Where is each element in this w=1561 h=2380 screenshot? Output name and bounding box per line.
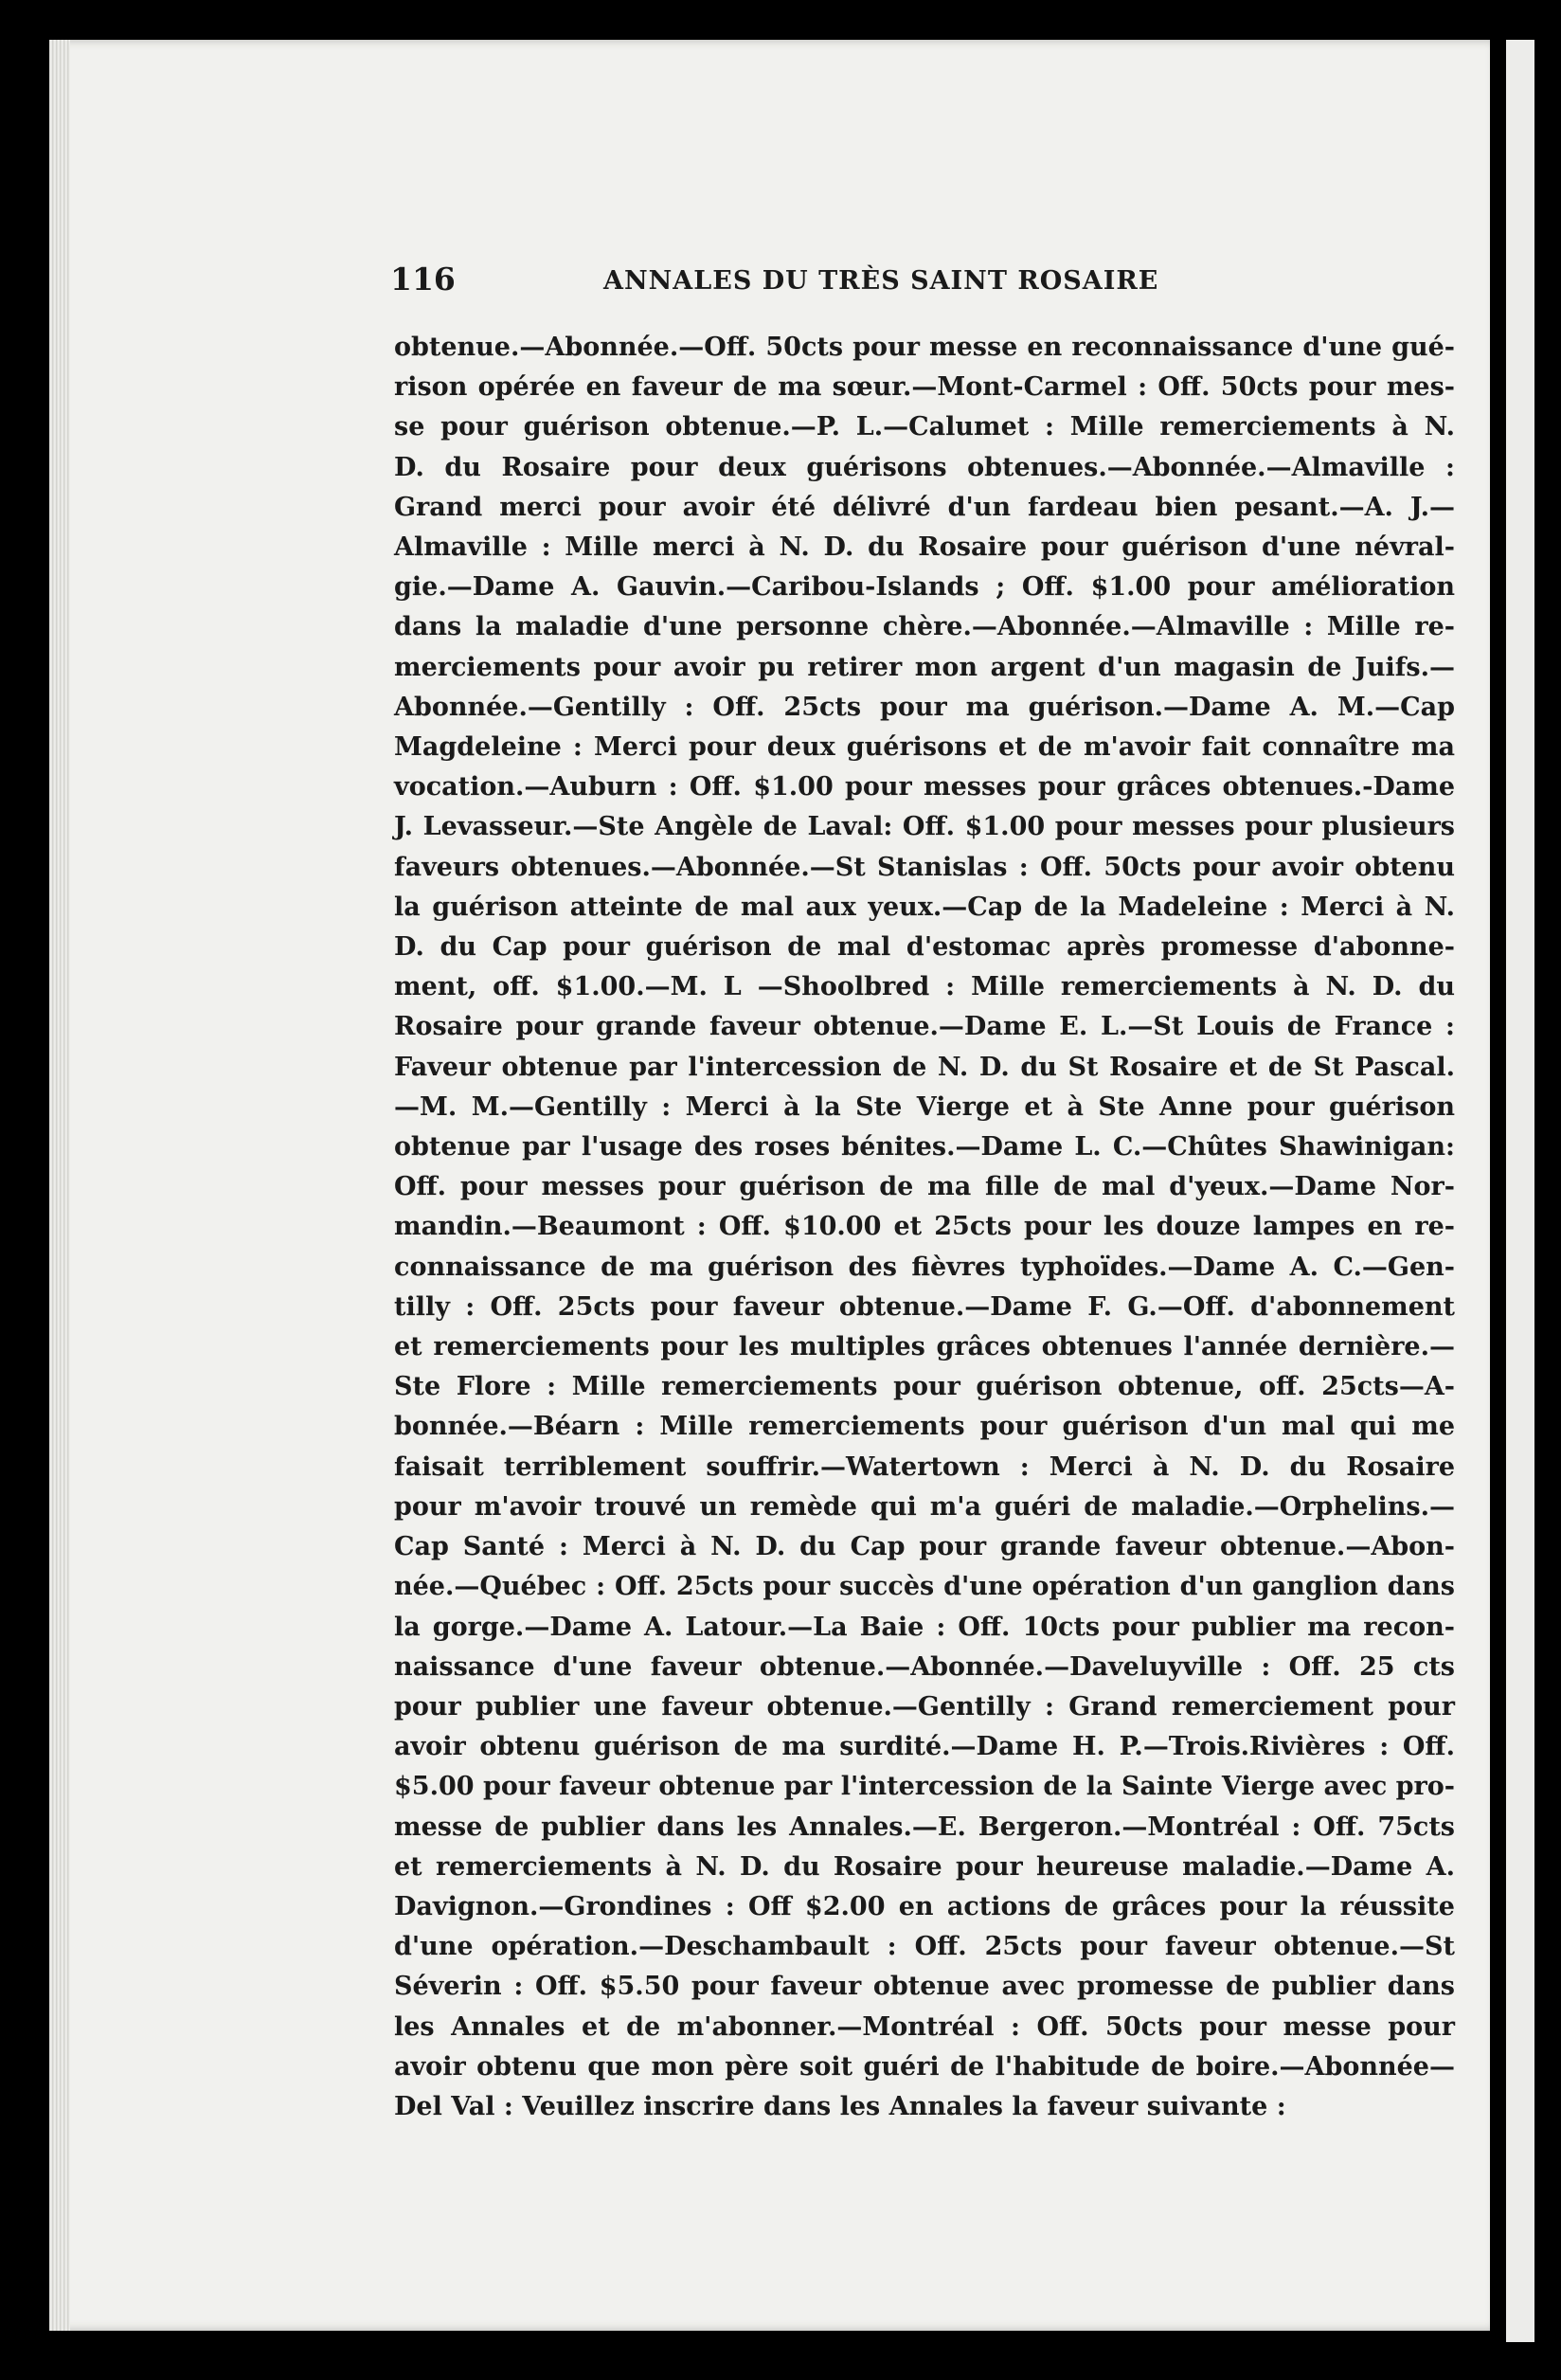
text-line: et remerciements pour les multiples grâces obtenues l'année dernière.— bbox=[394, 1332, 1455, 1362]
text-line: tilly : Off. 25cts pour faveur obtenue.—Dame F. G.—Off. d'abonnement bbox=[394, 1291, 1455, 1322]
text-line: obtenue.—Abonnée.—Off. 50cts pour messe en reconnaissance d'une gué- bbox=[394, 333, 1455, 362]
text-line: Faveur obtenue par l'intercession de N. D. du St Rosaire et de St Pascal. bbox=[394, 1052, 1455, 1082]
text-line: se pour guérison obtenue.—P. L.—Calumet : Mille remerciements à N. bbox=[394, 412, 1455, 442]
text-line: faisait terriblement souffrir.—Watertown : Merci à N. D. du Rosaire bbox=[394, 1451, 1455, 1482]
text-line: dans la maladie d'une personne chère.—Abonnée.—Almaville : Mille re- bbox=[394, 612, 1455, 642]
page-edges bbox=[49, 40, 70, 2331]
text-line: gie.—Dame A. Gauvin.—Caribou-Islands ; Off. $1.00 pour amélioration bbox=[394, 572, 1455, 603]
text-line: bonnée.—Béarn : Mille remerciements pour guérison d'un mal qui me bbox=[394, 1412, 1455, 1442]
text-line: D. du Rosaire pour deux guérisons obtenues.—Abonnée.—Almaville : bbox=[394, 452, 1455, 482]
page-number: 116 bbox=[390, 261, 456, 298]
text-line: la guérison atteinte de mal aux yeux.—Cap de la Madeleine : Merci à N. bbox=[394, 892, 1455, 922]
text-line: naissance d'une faveur obtenue.—Abonnée.—Daveluyville : Off. 25 cts bbox=[394, 1651, 1455, 1682]
text-line: avoir obtenu que mon père soit guéri de l'habitude de boire.—Abonnée— bbox=[394, 2051, 1455, 2082]
text-line: rison opérée en faveur de ma sœur.—Mont-Carmel : Off. 50cts pour mes- bbox=[394, 372, 1455, 403]
text-line: vocation.—Auburn : Off. $1.00 pour messes pour grâces obtenues.-Dame bbox=[394, 772, 1455, 802]
running-title: ANNALES DU TRÈS SAINT ROSAIRE bbox=[603, 266, 1159, 296]
text-line: messe de publier dans les Annales.—E. Bergeron.—Montréal : Off. 75cts bbox=[394, 1812, 1455, 1842]
text-line: —M. M.—Gentilly : Merci à la Ste Vierge et à Ste Anne pour guérison bbox=[394, 1091, 1455, 1122]
text-line: merciements pour avoir pu retirer mon argent d'un magasin de Juifs.— bbox=[394, 652, 1455, 682]
text-line: Rosaire pour grande faveur obtenue.—Dame E. L.—St Louis de France : bbox=[394, 1012, 1455, 1042]
text-line: les Annales et de m'abonner.—Montréal : Off. 50cts pour messe pour bbox=[394, 2011, 1455, 2042]
text-line: mandin.—Beaumont : Off. $10.00 et 25cts pour les douze lampes en re- bbox=[394, 1212, 1455, 1242]
text-line: obtenue par l'usage des roses bénites.—Dame L. C.—Chûtes Shawinigan: bbox=[394, 1132, 1455, 1163]
text-line: la gorge.—Dame A. Latour.—La Baie : Off. 10cts pour publier ma recon- bbox=[394, 1612, 1455, 1642]
body-text bbox=[394, 328, 1455, 2127]
facing-page-edge bbox=[1506, 40, 1534, 2342]
text-line: faveurs obtenues.—Abonnée.—St Stanislas : Off. 50cts pour avoir obtenu bbox=[394, 852, 1455, 882]
text-line: pour m'avoir trouvé un remède qui m'a guéri de maladie.—Orphelins.— bbox=[394, 1491, 1455, 1522]
text-line: Davignon.—Grondines : Off $2.00 en actions de grâces pour la réussite bbox=[394, 1891, 1455, 1921]
text-line: pour publier une faveur obtenue.—Gentilly : Grand remerciement pour bbox=[394, 1691, 1455, 1722]
text-line: Almaville : Mille merci à N. D. du Rosaire pour guérison d'une névral- bbox=[394, 532, 1455, 563]
text-line: connaissance de ma guérison des fièvres typhoïdes.—Dame A. C.—Gen- bbox=[394, 1252, 1455, 1282]
text-line: Grand merci pour avoir été délivré d'un fardeau bien pesant.—A. J.— bbox=[394, 492, 1455, 522]
text-line: née.—Québec : Off. 25cts pour succès d'une opération d'un ganglion dans bbox=[394, 1572, 1455, 1602]
text-line: Del Val : Veuillez inscrire dans les Annales la faveur suivante : bbox=[394, 2091, 1286, 2121]
text-line: J. Levasseur.—Ste Angèle de Laval: Off. $1.00 pour messes pour plusieurs bbox=[394, 812, 1455, 842]
text-line: Cap Santé : Merci à N. D. du Cap pour grande faveur obtenue.—Abon- bbox=[394, 1532, 1455, 1562]
text-line: Ste Flore : Mille remerciements pour guérison obtenue, off. 25cts—A- bbox=[394, 1372, 1455, 1402]
text-line: D. du Cap pour guérison de mal d'estomac après promesse d'abonne- bbox=[394, 932, 1455, 963]
text-line: Magdeleine : Merci pour deux guérisons et de m'avoir fait connaître ma bbox=[394, 732, 1455, 763]
text-line: $5.00 pour faveur obtenue par l'intercession de la Sainte Vierge avec pro- bbox=[394, 1772, 1455, 1802]
text-line: Abonnée.—Gentilly : Off. 25cts pour ma guérison.—Dame A. M.—Cap bbox=[394, 692, 1455, 722]
text-line: ment, off. $1.00.—M. L —Shoolbred : Mille remerciements à N. D. du bbox=[394, 972, 1455, 1002]
text-line: d'une opération.—Deschambault : Off. 25cts pour faveur obtenue.—St bbox=[394, 1932, 1455, 1962]
text-line: Séverin : Off. $5.50 pour faveur obtenue avec promesse de publier dans bbox=[394, 1972, 1455, 2002]
text-line: et remerciements à N. D. du Rosaire pour heureuse maladie.—Dame A. bbox=[394, 1851, 1455, 1882]
text-line: avoir obtenu guérison de ma surdité.—Dame H. P.—Trois.Rivières : Off. bbox=[394, 1732, 1455, 1762]
text-line: Off. pour messes pour guérison de ma fille de mal d'yeux.—Dame Nor- bbox=[394, 1172, 1455, 1202]
